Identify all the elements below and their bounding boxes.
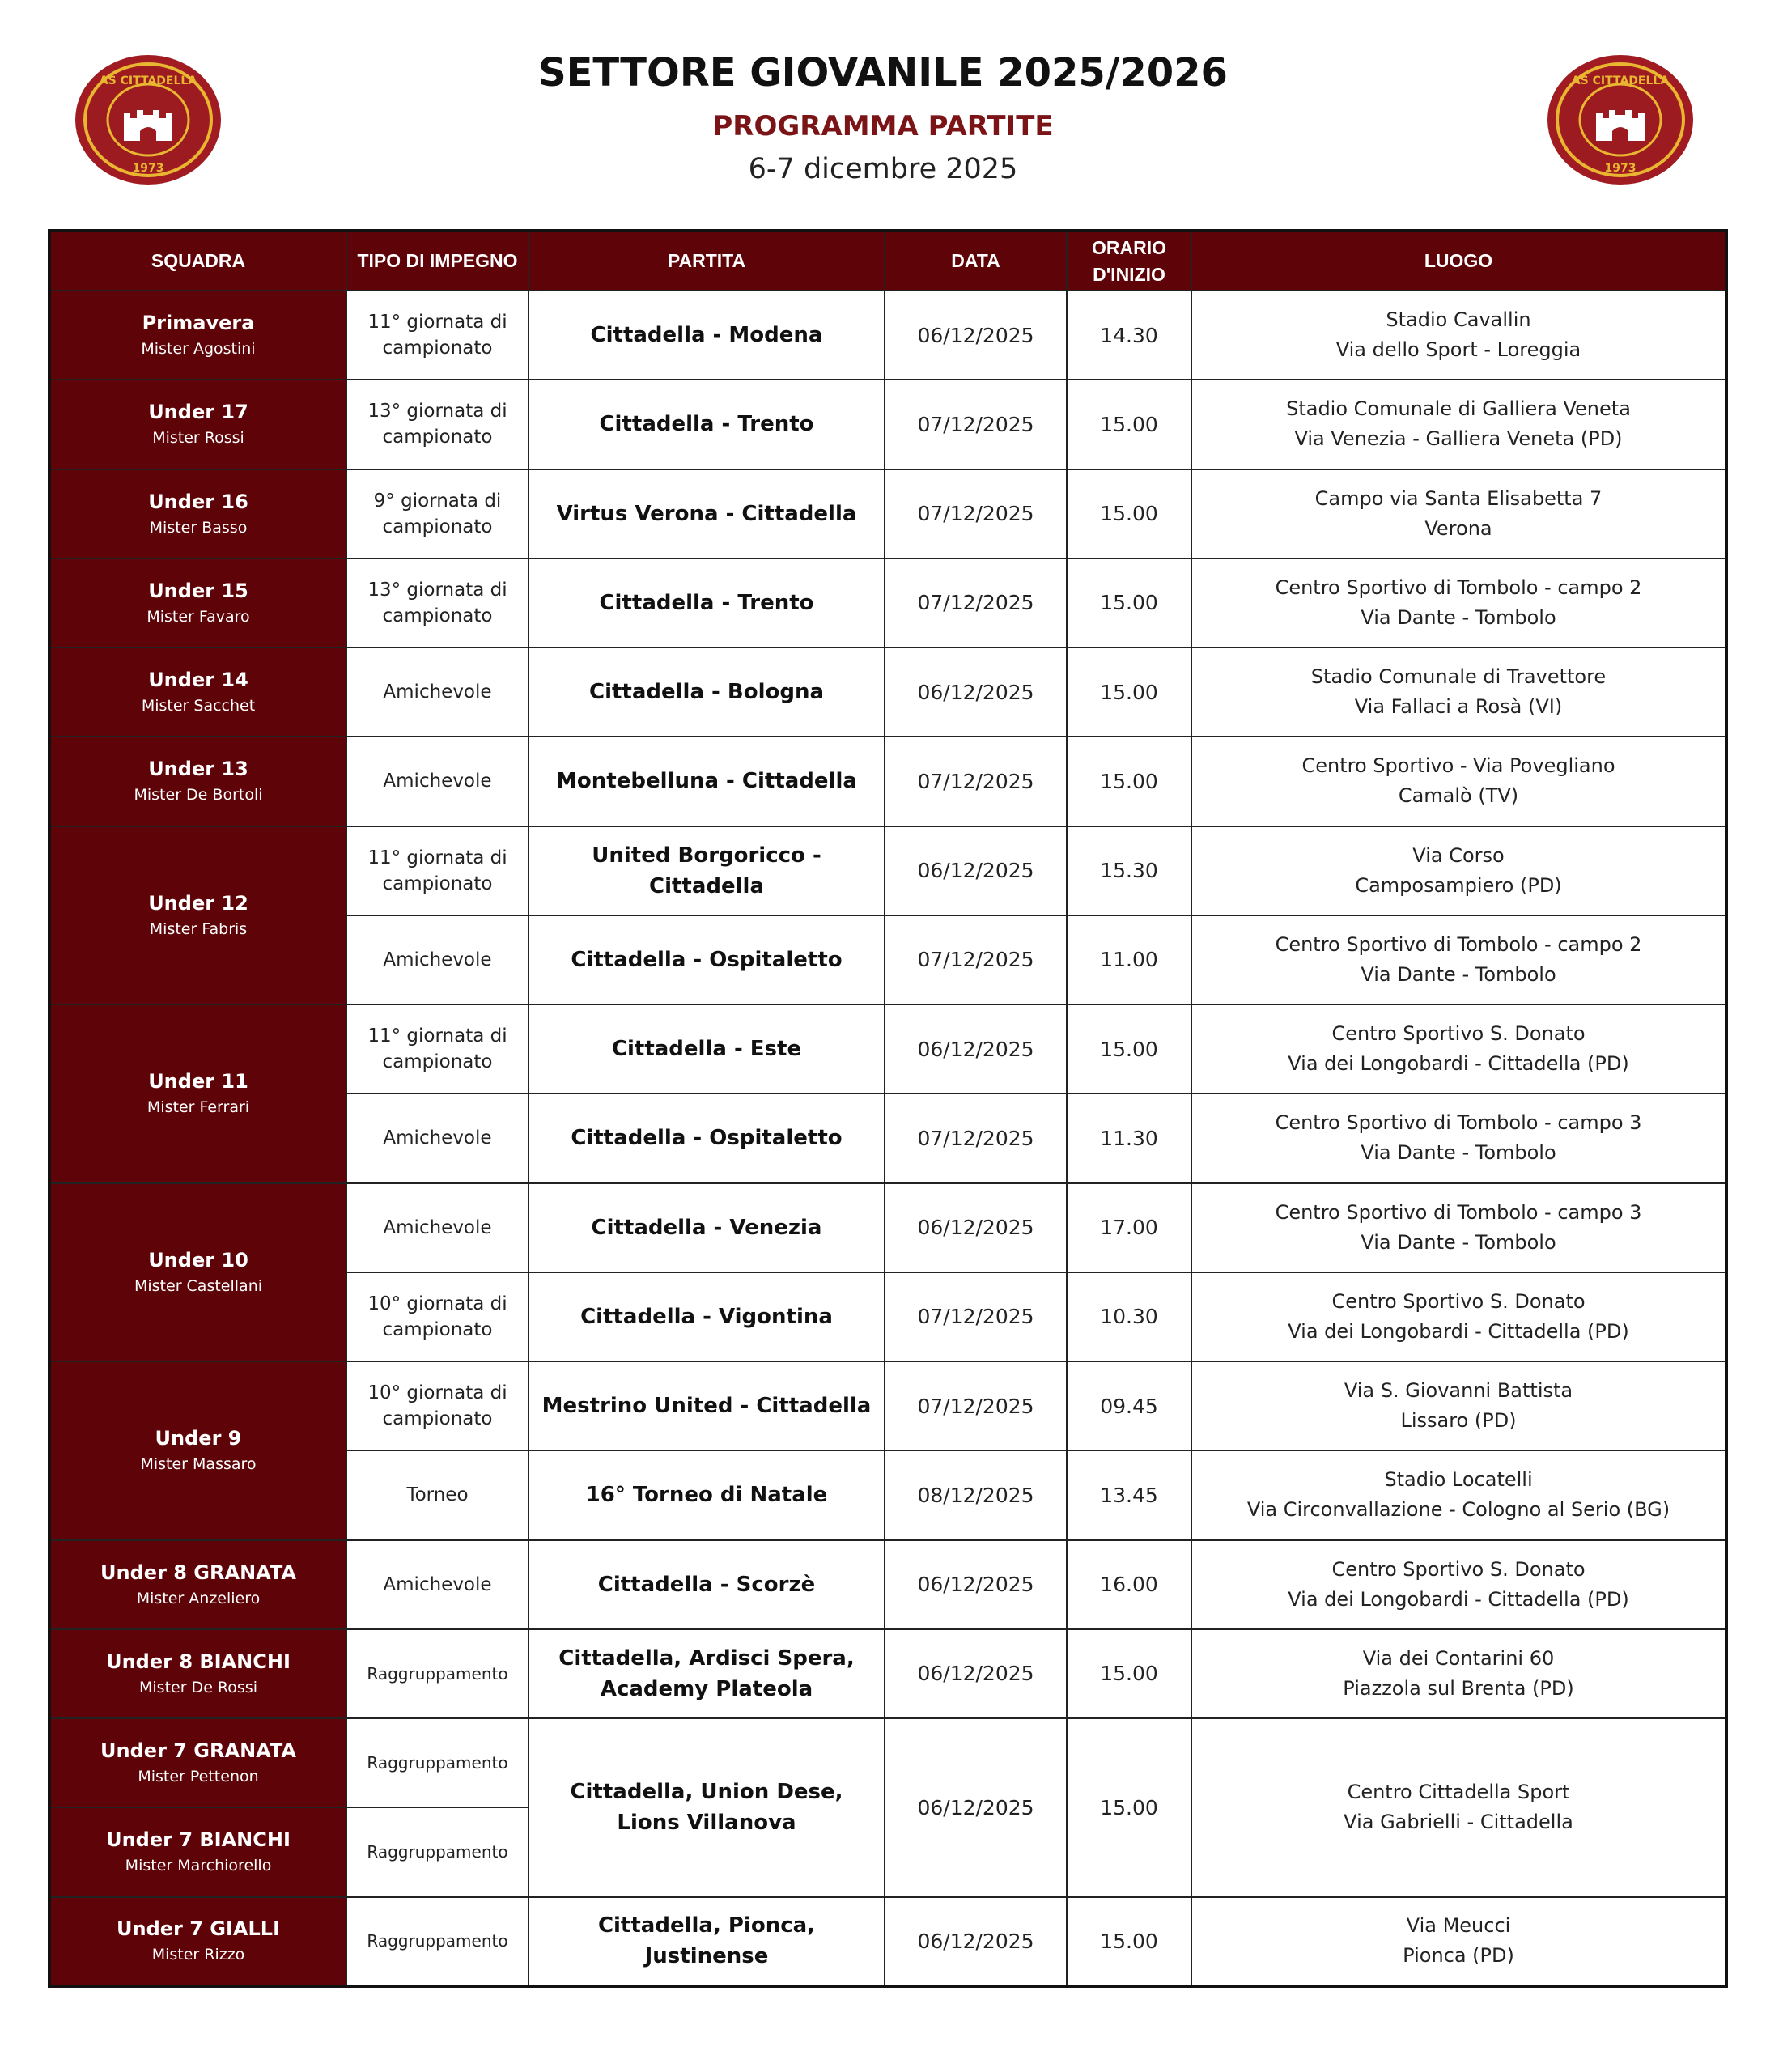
match-type-line: Raggruppamento [367, 1663, 508, 1684]
match-type-line: campionato [382, 516, 493, 537]
team-coach: Mister Massaro [140, 1455, 257, 1474]
match-type-line: 11° giornata di [367, 312, 507, 333]
place-line: Camposampiero (PD) [1355, 873, 1562, 897]
match-type-line: campionato [382, 605, 493, 626]
place-line: Via dei Longobardi - Cittadella (PD) [1288, 1052, 1629, 1076]
table-row [49, 1361, 1726, 1450]
match-time-cell: 17.00 [1067, 1183, 1191, 1272]
team-cell [49, 1004, 346, 1183]
match-type-cell [346, 1807, 529, 1896]
match-type-line: 13° giornata di [367, 401, 507, 422]
team-coach: Mister Marchiorello [125, 1857, 272, 1875]
match-date-cell: 07/12/2025 [885, 1272, 1067, 1361]
match-teams: Mestrino United - Cittadella [541, 1394, 872, 1419]
team-coach: Mister Fabris [149, 919, 248, 938]
team-name: Under 7 BIANCHI [106, 1828, 291, 1852]
place-line: Via Meucci [1406, 1914, 1511, 1938]
team-coach: Mister Sacchet [141, 697, 256, 715]
match-type-line: 10° giornata di [367, 1293, 507, 1314]
match-type-line: 13° giornata di [367, 579, 507, 601]
table-row [49, 737, 1726, 826]
match-teams: Cittadella - Trento [599, 590, 814, 615]
match-teams: Cittadella - Scorzè [597, 1572, 816, 1597]
place-line: Lissaro (PD) [1400, 1409, 1517, 1433]
match-cell [529, 648, 885, 737]
team-cell [49, 648, 346, 737]
match-cell [529, 1004, 885, 1093]
match-time-cell: 16.00 [1067, 1540, 1191, 1629]
match-date-cell: 07/12/2025 [885, 1361, 1067, 1450]
match-time-cell: 09.45 [1067, 1361, 1191, 1450]
match-date-cell: 07/12/2025 [885, 737, 1067, 826]
match-place-cell [1191, 1897, 1726, 1987]
match-date-cell: 06/12/2025 [885, 1183, 1067, 1272]
match-teams: United Borgoricco - Cittadella [592, 843, 821, 898]
team-name: Primavera [142, 312, 255, 335]
team-name: Under 7 GIALLI [117, 1917, 280, 1941]
place-line: Via S. Giovanni Battista [1344, 1379, 1573, 1403]
match-date-cell: 06/12/2025 [885, 1004, 1067, 1093]
table-row [49, 826, 1726, 915]
match-type-cell [346, 826, 529, 915]
match-type-line: campionato [382, 427, 493, 448]
match-date-cell: 07/12/2025 [885, 380, 1067, 469]
match-type-cell [346, 1629, 529, 1718]
place-line: Via Dante - Tombolo [1361, 1141, 1556, 1165]
match-type-cell [346, 1093, 529, 1182]
match-place-cell [1191, 1361, 1726, 1450]
match-cell [529, 1183, 885, 1272]
team-coach: Mister Pettenon [138, 1768, 259, 1786]
match-place-cell [1191, 291, 1726, 380]
match-place-cell [1191, 648, 1726, 737]
match-type-line: 11° giornata di [367, 847, 507, 868]
match-cell [529, 1361, 885, 1450]
match-date-cell: 08/12/2025 [885, 1450, 1067, 1539]
match-cell [529, 915, 885, 1004]
match-type-line: campionato [382, 873, 493, 894]
match-type-cell [346, 1718, 529, 1807]
match-type-cell [346, 648, 529, 737]
table-row [49, 1183, 1726, 1272]
team-name: Under 13 [148, 758, 248, 781]
match-type-cell [346, 1272, 529, 1361]
match-type-line: Raggruppamento [367, 1931, 508, 1951]
team-name: Under 8 GRANATA [100, 1560, 296, 1584]
match-type-line: campionato [382, 1408, 493, 1430]
match-type-cell [346, 1897, 529, 1987]
team-cell [49, 1718, 346, 1807]
place-line: Centro Sportivo S. Donato [1331, 1022, 1586, 1046]
match-date-cell: 07/12/2025 [885, 1093, 1067, 1182]
match-cell [529, 1093, 885, 1182]
match-place-cell [1191, 1540, 1726, 1629]
page-date: 6-7 dicembre 2025 [748, 153, 1018, 185]
table-row [49, 648, 1726, 737]
place-line: Centro Sportivo S. Donato [1331, 1289, 1586, 1313]
match-type-cell [346, 915, 529, 1004]
place-line: Via Fallaci a Rosà (VI) [1354, 695, 1563, 719]
match-cell [529, 469, 885, 558]
match-time-cell: 15.00 [1067, 380, 1191, 469]
match-place-cell [1191, 915, 1726, 1004]
team-name: Under 16 [148, 490, 248, 513]
team-name: Under 11 [148, 1070, 248, 1093]
match-teams: Cittadella, Union Dese, [570, 1780, 843, 1805]
team-name: Under 12 [148, 891, 248, 915]
match-teams: Cittadella - Ospitaletto [571, 947, 843, 972]
place-line: Centro Cittadella Sport [1347, 1781, 1570, 1804]
table-row [49, 291, 1726, 380]
match-date-cell: 07/12/2025 [885, 915, 1067, 1004]
match-place-cell [1191, 1272, 1726, 1361]
team-cell [49, 737, 346, 826]
team-cell [49, 558, 346, 648]
match-cell [529, 558, 885, 648]
team-name: Under 14 [148, 669, 248, 692]
team-coach: Mister Agostini [141, 340, 256, 359]
match-type-line: Amichevole [383, 1216, 492, 1238]
team-name: Under 8 BIANCHI [106, 1650, 291, 1673]
match-date-cell: 06/12/2025 [885, 826, 1067, 915]
match-teams: Cittadella - Venezia [591, 1215, 822, 1240]
match-cell [529, 737, 885, 826]
match-place-cell [1191, 469, 1726, 558]
match-cell [529, 826, 885, 915]
place-line: Via Dante - Tombolo [1361, 962, 1556, 986]
match-type-line: Amichevole [383, 949, 492, 970]
match-time-cell: 15.00 [1067, 558, 1191, 648]
match-cell [529, 380, 885, 469]
table-row [49, 558, 1726, 648]
match-type-cell [346, 1183, 529, 1272]
match-time-cell: 15.00 [1067, 1004, 1191, 1093]
match-type-line: Amichevole [383, 1127, 492, 1149]
match-time-cell: 13.45 [1067, 1450, 1191, 1539]
match-type-line: 10° giornata di [367, 1382, 507, 1404]
place-line: Piazzola sul Brenta (PD) [1343, 1676, 1574, 1700]
match-type-cell [346, 737, 529, 826]
table-row [49, 469, 1726, 558]
team-cell [49, 1897, 346, 1987]
team-name: Under 10 [148, 1248, 248, 1272]
table-header-row [49, 231, 1726, 291]
match-teams: Academy Plateola [600, 1676, 813, 1701]
match-date-cell: 06/12/2025 [885, 648, 1067, 737]
team-cell [49, 469, 346, 558]
match-cell [529, 291, 885, 380]
match-place-cell [1191, 826, 1726, 915]
match-place-cell [1191, 1183, 1726, 1272]
svg-text:AS CITTADELLA: AS CITTADELLA [99, 74, 197, 87]
svg-text:1973: 1973 [1604, 162, 1637, 175]
match-time-cell: 15.00 [1067, 737, 1191, 826]
match-type-line: Amichevole [383, 771, 492, 792]
place-line: Stadio Locatelli [1384, 1468, 1533, 1492]
team-cell [49, 1361, 346, 1540]
place-line: Via Corso [1412, 843, 1505, 867]
match-teams: 16° Torneo di Natale [585, 1483, 828, 1508]
match-teams: Montebelluna - Cittadella [556, 769, 857, 794]
match-time-cell: 15.00 [1067, 1718, 1191, 1897]
team-name: Under 7 GRANATA [100, 1739, 296, 1763]
place-line: Stadio Cavallin [1386, 308, 1531, 332]
table-row [49, 1540, 1726, 1629]
column-header-partita: PARTITA [529, 231, 885, 291]
match-type-line: campionato [382, 338, 493, 359]
match-type-cell [346, 469, 529, 558]
team-coach: Mister Ferrari [146, 1098, 250, 1117]
column-header-squadra: SQUADRA [49, 231, 346, 291]
team-coach: Mister Rizzo [151, 1946, 245, 1964]
match-teams: Cittadella - Trento [599, 412, 814, 437]
match-cell [529, 1897, 885, 1987]
match-date-cell: 06/12/2025 [885, 1718, 1067, 1897]
match-place-cell [1191, 380, 1726, 469]
match-type-cell [346, 1004, 529, 1093]
match-type-cell [346, 1540, 529, 1629]
match-date-cell: 06/12/2025 [885, 1629, 1067, 1718]
team-coach: Mister De Bortoli [134, 786, 263, 805]
place-line: Via dello Sport - Loreggia [1335, 338, 1581, 362]
team-cell [49, 380, 346, 469]
page-title: SETTORE GIOVANILE 2025/2026 [538, 50, 1228, 96]
place-line: Via Venezia - Galliera Veneta (PD) [1294, 427, 1623, 451]
place-line: Pionca (PD) [1403, 1944, 1514, 1968]
place-line: Via dei Longobardi - Cittadella (PD) [1288, 1319, 1629, 1343]
place-line: Stadio Comunale di Galliera Veneta [1286, 397, 1631, 421]
place-line: Campo via Santa Elisabetta 7 [1314, 486, 1603, 510]
team-cell [49, 1807, 346, 1896]
match-type-line: Amichevole [383, 1573, 492, 1595]
place-line: Centro Sportivo di Tombolo - campo 3 [1275, 1111, 1642, 1135]
team-name: Under 17 [148, 401, 248, 424]
match-cell [529, 1629, 885, 1718]
place-line: Via dei Longobardi - Cittadella (PD) [1288, 1587, 1629, 1611]
table-row [49, 380, 1726, 469]
match-type-line: campionato [382, 1318, 493, 1340]
match-type-cell [346, 558, 529, 648]
svg-text:1973: 1973 [132, 162, 164, 175]
place-line: Via dei Contarini 60 [1362, 1646, 1555, 1670]
match-teams: Cittadella, Ardisci Spera, [558, 1645, 855, 1671]
team-cell [49, 1183, 346, 1362]
match-type-cell [346, 1361, 529, 1450]
match-time-cell: 15.30 [1067, 826, 1191, 915]
match-place-cell [1191, 1093, 1726, 1182]
match-place-cell [1191, 1450, 1726, 1539]
match-time-cell: 15.00 [1067, 469, 1191, 558]
match-place-cell [1191, 737, 1726, 826]
place-line: Via Gabrielli - Cittadella [1344, 1811, 1573, 1834]
match-time-cell: 15.00 [1067, 1629, 1191, 1718]
match-time-cell: 15.00 [1067, 1897, 1191, 1987]
place-line: Centro Sportivo di Tombolo - campo 3 [1275, 1200, 1642, 1224]
team-cell [49, 826, 346, 1005]
place-line: Centro Sportivo - Via Povegliano [1301, 754, 1615, 778]
place-line: Via Dante - Tombolo [1361, 605, 1556, 629]
team-coach: Mister Favaro [146, 607, 250, 626]
team-coach: Mister Castellani [134, 1276, 263, 1295]
match-teams: Cittadella - Vigontina [580, 1304, 833, 1329]
match-time-cell: 14.30 [1067, 291, 1191, 380]
match-type-line: 11° giornata di [367, 1025, 507, 1047]
svg-text:AS CITTADELLA: AS CITTADELLA [1571, 74, 1670, 87]
match-cell [529, 1540, 885, 1629]
match-teams: Cittadella, Pionca, Justinense [597, 1913, 816, 1969]
table-row [49, 1718, 1726, 1807]
match-date-cell: 06/12/2025 [885, 1897, 1067, 1987]
match-teams: Cittadella - Modena [590, 323, 823, 348]
match-place-cell [1191, 1629, 1726, 1718]
place-line: Centro Sportivo di Tombolo - campo 2 [1275, 575, 1642, 599]
match-teams: Lions Villanova [617, 1811, 796, 1836]
match-type-line: Torneo [406, 1484, 469, 1506]
match-type-cell [346, 291, 529, 380]
team-cell [49, 291, 346, 380]
match-time-cell: 10.30 [1067, 1272, 1191, 1361]
match-cell [529, 1272, 885, 1361]
match-cell [529, 1718, 885, 1897]
place-line: Centro Sportivo di Tombolo - campo 2 [1275, 932, 1642, 956]
team-coach: Mister De Rossi [139, 1678, 257, 1696]
team-cell [49, 1540, 346, 1629]
column-header-orario: ORARIO D'INIZIO [1067, 231, 1191, 291]
match-type-line: campionato [382, 1051, 493, 1073]
match-type-line: Amichevole [383, 681, 492, 703]
team-name: Under 15 [148, 579, 248, 602]
team-coach: Mister Anzeliero [136, 1589, 261, 1607]
team-coach: Mister Basso [149, 518, 248, 537]
place-line: Verona [1424, 516, 1492, 540]
match-place-cell [1191, 558, 1726, 648]
match-time-cell: 11.30 [1067, 1093, 1191, 1182]
place-line: Centro Sportivo S. Donato [1331, 1557, 1586, 1581]
match-teams: Virtus Verona - Cittadella [556, 501, 857, 526]
table-row [49, 1897, 1726, 1987]
match-time-cell: 15.00 [1067, 648, 1191, 737]
team-coach: Mister Rossi [152, 429, 244, 448]
match-date-cell: 07/12/2025 [885, 558, 1067, 648]
match-date-cell: 07/12/2025 [885, 469, 1067, 558]
match-teams: Cittadella - Este [611, 1037, 802, 1062]
page-subtitle: PROGRAMMA PARTITE [712, 110, 1054, 142]
match-type-cell [346, 1450, 529, 1539]
match-type-line: Raggruppamento [367, 1753, 508, 1773]
column-header-tipo: TIPO DI IMPEGNO [346, 231, 529, 291]
match-date-cell: 06/12/2025 [885, 291, 1067, 380]
schedule-table [48, 229, 1728, 1988]
column-header-data: DATA [885, 231, 1067, 291]
match-teams: Cittadella - Ospitaletto [571, 1126, 843, 1151]
place-line: Stadio Comunale di Travettore [1310, 665, 1607, 689]
team-cell [49, 1629, 346, 1718]
match-type-line: 9° giornata di [373, 490, 502, 512]
table-row [49, 1004, 1726, 1093]
match-place-cell [1191, 1718, 1726, 1897]
match-type-cell [346, 380, 529, 469]
match-place-cell [1191, 1004, 1726, 1093]
column-header-luogo: LUOGO [1191, 231, 1726, 291]
match-teams: Cittadella - Bologna [588, 680, 825, 705]
match-date-cell: 06/12/2025 [885, 1540, 1067, 1629]
match-cell [529, 1450, 885, 1539]
match-time-cell: 11.00 [1067, 915, 1191, 1004]
team-name: Under 9 [155, 1427, 242, 1450]
table-row [49, 1629, 1726, 1718]
match-type-line: Raggruppamento [367, 1842, 508, 1862]
place-line: Via Dante - Tombolo [1361, 1230, 1556, 1254]
place-line: Via Circonvallazione - Cologno al Serio (BG) [1246, 1498, 1670, 1522]
place-line: Camalò (TV) [1398, 784, 1519, 808]
